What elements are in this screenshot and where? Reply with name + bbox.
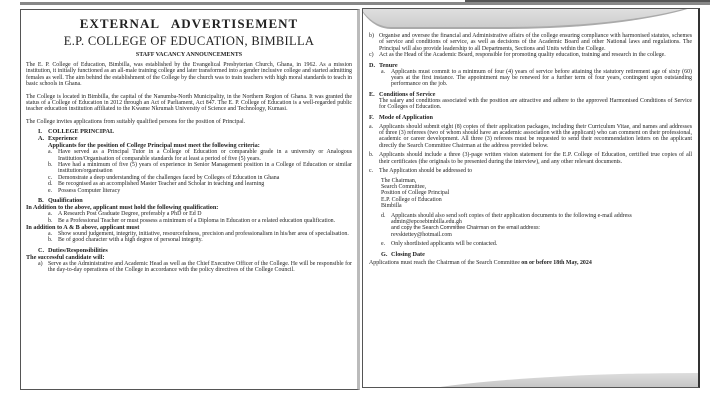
closing-heading: G. Closing Date bbox=[381, 250, 425, 258]
list-item: d. Be recognised as an accomplished Master Teacher and Scholar in teaching and learning bbox=[48, 181, 265, 188]
list-item: a. Have served as a Principal Tutor in a College of Education or comparable grade in a university or Analogous Institution/Organisation of comparable standards for at least a period of five (5) years. bbox=[48, 149, 352, 162]
intro-paragraph: The College invites applications from suitably qualified persons for the position of Principal. bbox=[26, 118, 246, 125]
application-heading: F. Mode of Application bbox=[369, 113, 433, 121]
ad-heading: EXTERNAL ADVERTISEMENT bbox=[79, 16, 299, 31]
experience-lead: Applicants for the position of College Principal must meet the following criteria: bbox=[48, 142, 260, 150]
qualification-heading: B. Qualification bbox=[38, 197, 83, 205]
advert-left-column bbox=[20, 9, 360, 390]
qualification-list bbox=[26, 211, 352, 224]
experience-list bbox=[26, 149, 352, 194]
duties-lead: The successful candidate will: bbox=[26, 253, 105, 261]
list-item: b. Be a Professional Teacher or must possess a minimum of a Diploma in Education or a related education qualification. bbox=[48, 217, 336, 224]
list-item: a. A Research Post Graduate Degree, preferably a PhD or Ed D bbox=[48, 211, 202, 218]
list-item: a. Show sound judgement, integrity, initiative, resourcefulness, precision and professionalism in his/her area of specialisation. bbox=[48, 230, 349, 237]
list-item: e. Possess Computer literacy bbox=[48, 187, 121, 194]
qualification-list-2 bbox=[26, 231, 352, 244]
list-item: b. Be of good character with a high degree of personal integrity. bbox=[48, 237, 203, 244]
list-item: a. Applicants must commit to a minimum of four (4) years of service before attaining the statutory retirement age of sixty (60) years at the first instance. The appointment may be renewed for a further term of four years, contingent upon outstanding performance on the job. bbox=[381, 68, 692, 88]
list-item: c. Demonstrate a deep understanding of the challenges faced by Colleges of Education in Ghana bbox=[48, 174, 280, 181]
list-item: d. Applicants should also send soft copies of their application documents to the following e-mail address admin@epcoebimbilla.edu.gh and copy the Search Committee Chairman on the email address: revsktettey@hotmail.com bbox=[381, 212, 632, 238]
mailing-address: The Chairman, Search Committee, Position of College Principal E.P. College of Education Bimbilla bbox=[381, 177, 450, 210]
conditions-heading: E. Conditions of Service bbox=[369, 90, 436, 98]
list-item: a. Applicants should submit eight (8) copies of their application packages, including their Curriculum Vitae, and names and addresses of three (3) referees (two of whom should have an academic association with the applicant) who can comment on their professional, academic or career development. All three (3) referees must be requested to send their recommendation letters on the applicant directly the Search Committee Chairman at the address provided below. bbox=[369, 123, 692, 149]
duties-heading: C. Duties/Responsibilities bbox=[38, 246, 108, 254]
list-item: e. Only shortlisted applicants will be contacted. bbox=[381, 241, 498, 248]
tenure-heading: D. Tenure bbox=[369, 61, 398, 69]
college-name: E.P. COLLEGE OF EDUCATION, BIMBILLA bbox=[63, 34, 315, 48]
position-heading: I. COLLEGE PRINCIPAL bbox=[38, 128, 115, 136]
closing-text: Applications must reach the Chairman of the Search Committee on or before 18th May, 2024 bbox=[369, 259, 592, 266]
qualification-lead: In Addition to the above, applicant must hold the following qualification: bbox=[26, 204, 219, 212]
decorative-curve bbox=[362, 8, 700, 29]
email-link-chairman[interactable]: revsktettey@hotmail.com bbox=[391, 231, 452, 238]
list-item: c. The Application should be addressed to bbox=[369, 168, 473, 175]
experience-heading: A. Experience bbox=[38, 135, 78, 143]
list-item: c) Act as the Head of the Academic Board, responsible for promoting quality education, training and research in the college. bbox=[369, 52, 666, 59]
email-link[interactable]: admin@epcoebimbilla.edu.gh bbox=[391, 218, 462, 225]
list-item: a) Serve as the Administrative and Academic Head as well as the Chief Executive Officer of the College. He will be responsible for the day-to-day operations of the College in accordance with the policy directives of the College Council. bbox=[38, 260, 352, 274]
conditions-text: The salary and conditions associated with the position are attractive and adhere to the approved Harmonised Conditions of Service for Colleges of Education. bbox=[379, 97, 692, 111]
list-item: b. Have had a minimum of five (5) years of experience in Senior Management position in a College of Education or similar institution/organisation bbox=[48, 162, 352, 175]
intro-paragraph: The College is located in Bimbilla, the capital of the Nanumba-North Municipality, in the Northern Region of Ghana. It was granted the status of a College of Education in 2012 through an Act of Parliament, Act 847. The E. P. College of Education is a well-regarded public teacher education institution affiliated to the Kwame Nkrumah University of Science and Technology, Kumasi. bbox=[26, 93, 352, 113]
list-item: b) Organise and oversee the financial and Administrative affairs of the college ensuring compliance with harmonised statutes, schemes of service and conditions of service, as well as decisions of the Academic Board and other National laws and regulations. The Principal will also provide leadership to all Departments, Sections and Units within the College. bbox=[369, 33, 692, 52]
top-rule-dark bbox=[465, 0, 710, 2]
qualification-lead-2: In addition to A & B above, applicant must bbox=[26, 223, 140, 231]
top-rule bbox=[20, 2, 710, 5]
decorative-curve bbox=[362, 373, 700, 388]
list-item: b. Applicants should include a three (3)-page written vision statement for the E.P. College of Education, certified true copies of all their certificates (the originals to be presented during the interview), and any other relevant documents. bbox=[369, 152, 692, 165]
advert-right-column bbox=[362, 8, 700, 388]
ad-subtitle: STAFF VACANCY ANNOUNCEMENTS bbox=[135, 52, 243, 58]
intro-paragraph: The E. P. College of Education, Bimbilla, was established by the Evangelical Presbyterian Church, Ghana, in 1962. As a mission institution, it initially functioned as an all-male training college and later transformed into a gender inclusive college and started admitting females as well. The aim behind the establishment of the College by the church was to train teachers with high moral standards to teach in basic schools in Ghana. bbox=[26, 62, 352, 88]
